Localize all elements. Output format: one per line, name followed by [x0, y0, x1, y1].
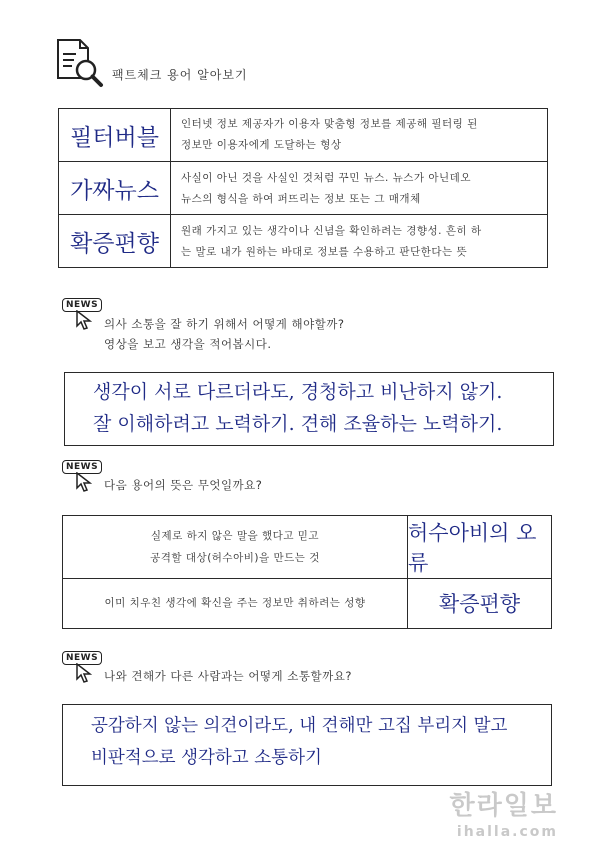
definition-line: 원래 가지고 있는 생각이나 신념을 확인하려는 경향성. 흔히 하	[181, 224, 482, 237]
document-magnifier-icon	[50, 34, 106, 90]
definition-line: 사실이 아닌 것을 사실인 것처럼 꾸민 뉴스. 뉴스가 아닌데오	[181, 171, 471, 184]
term-description	[63, 516, 408, 578]
glossary-definition	[181, 162, 539, 215]
definition-line: 인터넷 정보 제공자가 이용자 맞춤형 정보를 제공해 필터링 된	[181, 118, 478, 130]
table-row	[63, 516, 551, 579]
term-description	[63, 578, 408, 628]
handwritten-answer-line: 비판적으로 생각하고 소통하기	[91, 748, 322, 768]
cursor-icon	[76, 663, 92, 683]
question-line: 의사 소통을 잘 하기 위해서 어떻게 해야할까?	[104, 317, 345, 331]
term-table	[62, 515, 552, 629]
cursor-icon	[76, 310, 92, 330]
glossary-row	[59, 214, 547, 268]
news-badge-icon	[62, 460, 99, 490]
description-line: 공격할 대상(허수아비)을 만드는 것	[150, 552, 320, 564]
question-line: 영상을 보고 생각을 적어봅시다.	[104, 337, 272, 351]
definition-line: 는 말로 내가 원하는 바대로 정보를 수용하고 판단한다는 뜻	[181, 245, 468, 258]
glossary-row	[59, 109, 547, 161]
handwritten-answer-line: 잘 이해하려고 노력하기. 견해 조율하는 노력하기.	[93, 413, 503, 435]
glossary-row	[59, 161, 547, 215]
definition-line: 정보만 이용자에게 도달하는 형상	[181, 139, 342, 151]
news-badge-label: NEWS	[62, 651, 102, 665]
description-line: 실제로 하지 않은 말을 했다고 믿고	[150, 530, 320, 542]
table-row	[63, 578, 551, 628]
news-badge-icon	[62, 651, 99, 681]
question-3: 나와 견해가 다른 사람과는 어떻게 소통할까요?	[104, 669, 352, 683]
handwritten-answer-line: 생각이 서로 다르더라도, 경청하고 비난하지 않기.	[93, 381, 503, 403]
handwritten-term-answer: 확증편향	[438, 592, 521, 616]
watermark-logo-text: 한라일보	[449, 791, 558, 821]
glossary-term: 필터버블	[59, 109, 171, 161]
news-badge-icon	[62, 298, 99, 328]
news-badge-label: NEWS	[62, 460, 102, 474]
handwritten-term-answer: 허수아비의 오류	[408, 521, 537, 575]
watermark	[450, 785, 558, 840]
watermark-url: ihalla.com	[456, 824, 558, 840]
glossary-definition	[181, 215, 539, 268]
handwritten-answer-line: 공감하지 않는 의견이라도, 내 견해만 고집 부리지 말고	[91, 716, 508, 736]
definition-line: 뉴스의 형식을 하여 퍼뜨리는 정보 또는 그 매개체	[181, 192, 421, 205]
cursor-icon	[76, 472, 92, 492]
glossary-definition	[181, 109, 539, 161]
question-1	[104, 314, 345, 354]
glossary-table	[58, 108, 548, 268]
glossary-term: 확증편향	[59, 215, 171, 268]
page-title: 팩트체크 용어 알아보기	[112, 68, 248, 82]
news-badge-label: NEWS	[62, 298, 102, 312]
answer-box-3	[62, 704, 552, 786]
description-line: 이미 치우친 생각에 확신을 주는 정보만 취하려는 성향	[104, 597, 366, 609]
glossary-term: 가짜뉴스	[59, 162, 171, 215]
question-2: 다음 용어의 뜻은 무엇일까요?	[104, 478, 263, 492]
answer-box-1	[64, 372, 554, 446]
